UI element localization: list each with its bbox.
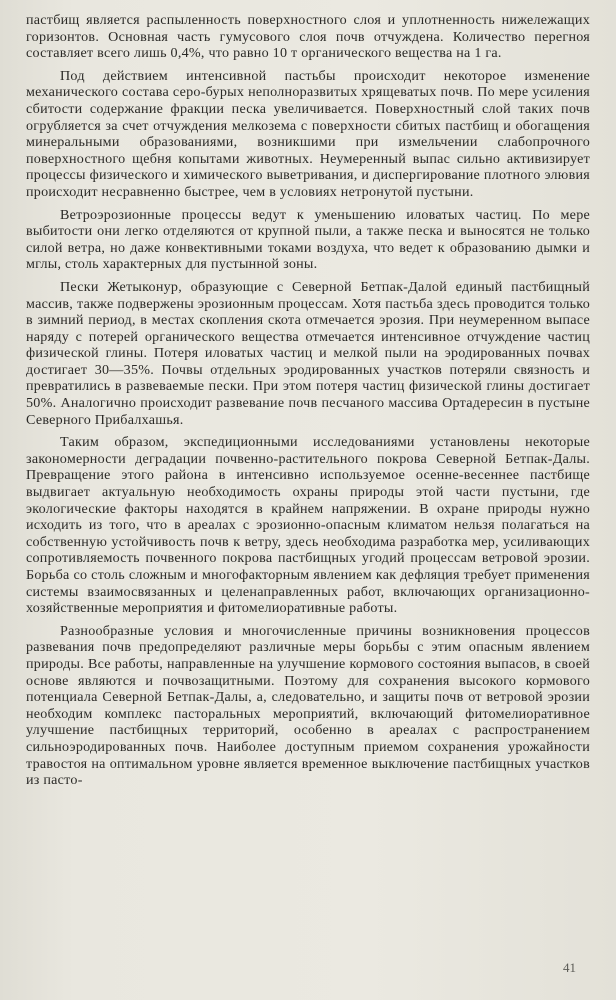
paragraph-1: пастбищ является распыленность поверхностного слоя и уплотненность нижележащих горизонтов. Основная часть гумусового слоя почв отчуждена. Количество перегноя составляет всего лишь 0,4%, что равно 10 т органического вещества на 1 га. [26,12,590,62]
paragraph-6: Разнообразные условия и многочисленные причины возникновения процессов развевания почв предопределяют различные меры борьбы с этим опасным явлением природы. Все работы, направленные на улучшение кормового состояния выпасов, в своей основе являются и почвозащитными. Поэтому для сохранения высокого кормового потенциала Северной Бетпак-Далы, а, следовательно, и защиты почв от ветровой эрозии необходим комплекс пасторальных мероприятий, включающий фитомелиоративное улучшение пастбищных территорий, особенно в ареалах с распространением сильноэродированных почв. Наиболее доступным приемом сохранения урожайности травостоя на оптимальном уровне является временное выключение пастбищных участков из пасто- [26,622,590,789]
paragraph-2: Под действием интенсивной пастьбы происходит некоторое изменение механического состава серо-бурых неполноразвитых хрящеватых почв. По мере усиления сбитости содержание фракции песка увеличивается. Поверхностный слой таких почв огрубляется за счет отчуждения мелкозема с поверхности сбитых пастбищ и обогащения минеральными образованиями, возникшими при измельчении слабопрочного поверхностного щебня копытами животных. Неумеренный выпас сильно активизирует процессы физического и химического выветривания, и диспергирование плотного элювия происходит несравненно быстрее, чем в условиях нетронутой пустыни. [26,67,590,200]
paragraph-5: Таким образом, экспедиционными исследованиями установлены некоторые закономерности деградации почвенно-растительного покрова Северной Бетпак-Далы. Превращение этого района в интенсивно используемое осенне-весеннее пастбище выдвигает актуальную необходимость охраны природы этой части пустыни, где экологические факторы находятся в крайнем напряжении. В охране природы нужно исходить из того, что в ареалах с эрозионно-опасным климатом нельзя полагаться на собственную устойчивость почв к ветру, здесь необходима разработка мер, усиливающих сопротивляемость почвенного покрова пастбищных угодий процессам ветровой эрозии. Борьба со столь сложным и многофакторным явлением как дефляция требует применения системы взаимосвязанных и целенаправленных работ, включающих организационно-хозяйственные мероприятия и фитомелиоративные работы. [26,434,590,617]
paragraph-4: Пески Жетыконур, образующие с Северной Бетпак-Далой единый пастбищный массив, также подвержены эрозионным процессам. Хотя пастьба здесь проводится только в зимний период, в местах скопления скота отмечается эрозия. При неумеренном выпасе наряду с потерей органического вещества отмечается интенсивное отчуждение частиц физической глины. Потеря иловатых частиц и мелкой пыли на эродированных почвах достигает 30—35%. Почвы отдельных эродированных участков потеряли связность и превратились в развеваемые пески. При этом потеря частиц физической глины достигает 50%. Аналогично происходит развевание почв песчаного массива Ортадересин в пустыне Северного Прибалхашья. [26,278,590,428]
paragraph-3: Ветроэрозионные процессы ведут к уменьшению иловатых частиц. По мере выбитости они легко отделяются от крупной пыли, а также песка и выносятся не только силой ветра, но даже конвективными токами воздуха, что ведет к образованию дымки и мглы, столь характерных для пустынной зоны. [26,206,590,273]
page-number: 41 [563,960,576,975]
